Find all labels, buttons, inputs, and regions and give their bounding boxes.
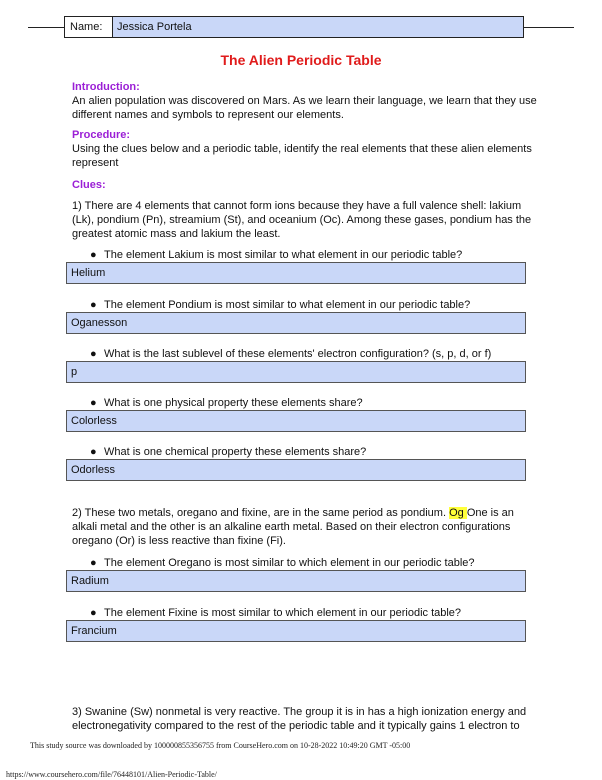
answer-2-field[interactable]: Oganesson	[66, 312, 526, 334]
answer-4-field[interactable]: Colorless	[66, 410, 526, 432]
name-label: Name:	[65, 17, 113, 37]
intro-text: An alien population was discovered on Mars. As we learn their language, we learn that they use different names and symbols to represent our elements.	[72, 95, 537, 121]
procedure-heading: Procedure:	[72, 129, 131, 141]
footer-source: This study source was downloaded by 100000855356755 from CourseHero.com on 10-28-2022 10:49:20 GMT -05:00	[30, 741, 411, 750]
page-title: The Alien Periodic Table	[220, 52, 382, 68]
question-5: ● What is one chemical property these elements share?	[90, 446, 367, 458]
answer-7-field[interactable]: Francium	[66, 620, 526, 642]
clue-3-text: 3) Swanine (Sw) nonmetal is very reactive. The group it is in has a high ionization energy and electronegativity compared to the rest of the periodic table and it typically gains 1 electron to	[72, 706, 527, 732]
highlight-og: Og	[449, 507, 467, 519]
header-rule-right	[524, 27, 574, 28]
answer-1-field[interactable]: Helium	[66, 262, 526, 284]
name-input[interactable]: Jessica Portela	[113, 17, 523, 37]
header-rule-left	[28, 27, 64, 28]
question-1: ● The element Lakium is most similar to what element in our periodic table?	[90, 249, 463, 261]
answer-3-field[interactable]: p	[66, 361, 526, 383]
question-7: ● The element Fixine is most similar to which element in our periodic table?	[90, 607, 462, 619]
question-3: ● What is the last sublevel of these elements' electron configuration? (s, p, d, or f)	[90, 348, 492, 360]
clue-2-text: 2) These two metals, oregano and fixine, are in the same period as pondium. Og One is an alkali metal and the other is an alkaline earth metal. Based on their electron configurations oregano (Or) is less reactive than fixine (Fi).	[72, 507, 514, 547]
clue-1-text: 1) There are 4 elements that cannot form ions because they have a full valence shell: lakium (Lk), pondium (Pn), streamium (St), and oceanium (Oc). Among these gases, pondium has the greatest atomic mass and lakium the least.	[72, 200, 532, 240]
footer-url[interactable]: https://www.coursehero.com/file/76448101/Alien-Periodic-Table/	[6, 770, 217, 779]
procedure-text: Using the clues below and a periodic table, identify the real elements that these alien elements represent	[72, 143, 532, 169]
question-6: ● The element Oregano is most similar to which element in our periodic table?	[90, 557, 475, 569]
question-2: ● The element Pondium is most similar to what element in our periodic table?	[90, 299, 471, 311]
clues-heading: Clues:	[72, 179, 106, 191]
intro-heading: Introduction:	[72, 81, 140, 93]
answer-5-field[interactable]: Odorless	[66, 459, 526, 481]
name-field	[64, 16, 524, 38]
answer-6-field[interactable]: Radium	[66, 570, 526, 592]
question-4: ● What is one physical property these elements share?	[90, 397, 363, 409]
